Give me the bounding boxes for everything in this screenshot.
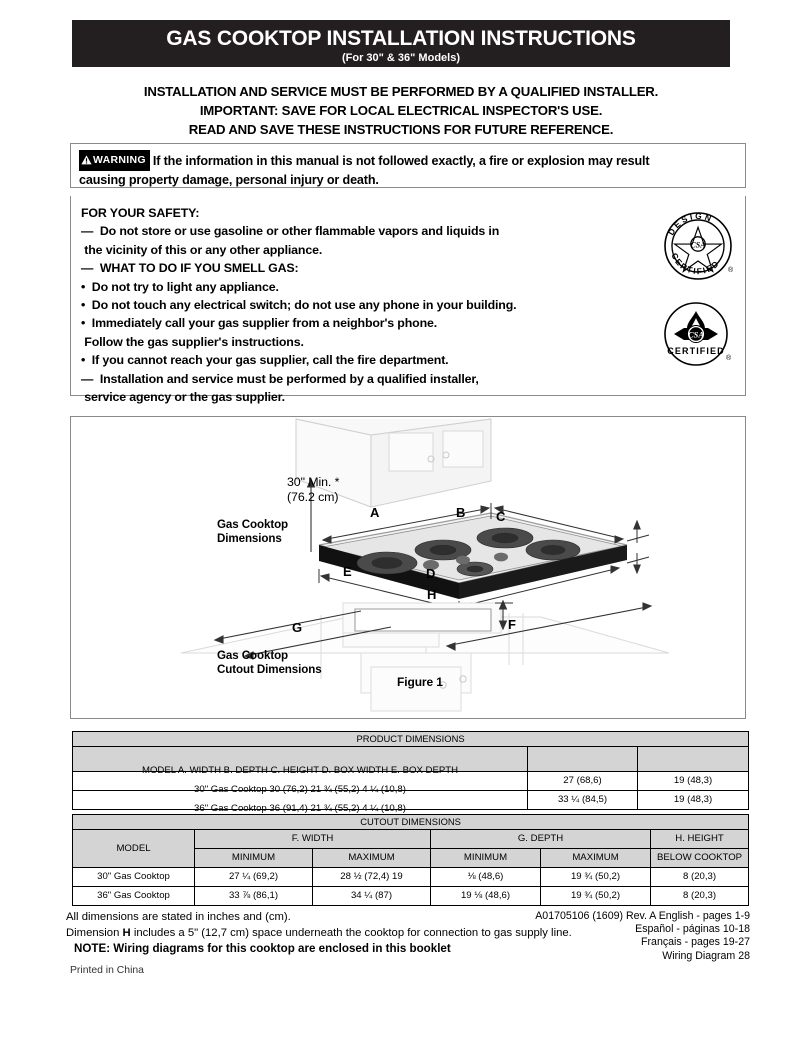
cutout-row-1-f-min: 27 ¼ (69,2) [195, 868, 313, 887]
clearance-line-2: (76.2 cm) [287, 490, 339, 504]
dimension-letter-h: H [427, 587, 437, 602]
safety-line-6: • Immediately call your gas supplier from a neighbor's phone. [81, 316, 438, 331]
footer-wiring-note: NOTE: Wiring diagrams for this cooktop are enclosed in this booklet [74, 942, 451, 955]
cutout-header-f-min: MINIMUM [195, 849, 313, 868]
cutout-header-h-below: BELOW COOKTOP [651, 849, 749, 868]
warning-text-line-1: If the information in this manual is not followed exactly, a fire or explosion may result [152, 154, 650, 168]
safety-line-10: service agency or the gas supplier. [81, 390, 285, 405]
product-table-header-col8 [638, 747, 749, 772]
product-row-1-col7: 27 (68,6) [528, 772, 638, 791]
figure-box [70, 416, 746, 719]
cutout-table-title: CUTOUT DIMENSIONS [73, 815, 749, 830]
svg-text:DESIGN: DESIGN [665, 210, 715, 237]
product-row-2-overflow: 36" Gas Cooktop 36 (91,4) 21 ¾ (55,2) 4 ¼ (10,8) [73, 791, 528, 810]
warning-badge [79, 150, 150, 171]
footer-left [66, 910, 586, 957]
product-table-header-overflow: MODEL A. WIDTH B. DEPTH C. HEIGHT D. BOX WIDTH E. BOX DEPTH [73, 747, 528, 772]
cutout-row-2-f-min: 33 ⅞ (86,1) [195, 887, 313, 906]
footer-french-pages: Français - pages 19-27 [641, 936, 750, 949]
cutout-dimensions-line-1: Gas Cooktop [217, 649, 289, 662]
title-banner [72, 20, 730, 67]
cutout-table-title-row [73, 815, 749, 830]
svg-text:®: ® [728, 267, 734, 274]
document-title: GAS COOKTOP INSTALLATION INSTRUCTIONS [166, 27, 636, 50]
product-row-2-col8: 19 (48,3) [638, 791, 749, 810]
svg-text:CERTIFIED: CERTIFIED [667, 346, 725, 356]
cutout-row-1-g-max: 19 ¾ (50,2) [541, 868, 651, 887]
cooktop-dimensions-line-2: Dimensions [217, 532, 282, 545]
product-row-1-overflow: 30" Gas Cooktop 30 (76,2) 21 ¾ (55,2) 4 ¼ (10,8) [73, 772, 528, 791]
svg-text:CERTIFIED: CERTIFIED [669, 251, 722, 277]
product-dimensions-table [72, 731, 749, 814]
cutout-dimensions-line-2: Cutout Dimensions [217, 663, 322, 676]
dimension-letter-a: A [370, 505, 380, 520]
cutout-header-f-max: MAXIMUM [313, 849, 431, 868]
cutout-table-group-header-row [73, 830, 749, 849]
footer-dimension-h-note [66, 926, 586, 942]
safety-text-block [81, 204, 681, 406]
safety-line-8: • If you cannot reach your gas supplier, call the fire department. [81, 353, 449, 368]
table-row [73, 868, 749, 887]
clearance-label [287, 475, 339, 505]
safety-line-5: • Do not touch any electrical switch; do not use any phone in your building. [81, 298, 517, 313]
cutout-row-2-model: 36" Gas Cooktop [73, 887, 195, 906]
product-row-1-col8: 19 (48,3) [638, 772, 749, 791]
footer-right [520, 910, 750, 963]
cutout-row-2-f-max: 34 ¼ (87) [313, 887, 431, 906]
safety-line-2: the vicinity of this or any other appliance. [81, 242, 323, 257]
product-table-title-row [73, 732, 749, 747]
cutout-row-2-g-min: 19 ⅛ (48,6) [431, 887, 541, 906]
cutout-group-header-g-depth: G. DEPTH [431, 830, 651, 849]
svg-text:CSA: CSA [690, 240, 706, 250]
svg-text:®: ® [726, 355, 732, 362]
dimension-letter-d: D [426, 566, 436, 581]
cutout-row-1-model: 30" Gas Cooktop [73, 868, 195, 887]
headline-block [0, 82, 802, 139]
product-row-2-col7: 33 ¼ (84,5) [528, 791, 638, 810]
table-row [73, 772, 749, 791]
safety-box [70, 196, 746, 405]
warning-first-line [79, 150, 737, 171]
dimension-letter-g: G [292, 620, 303, 635]
cutout-header-model: MODEL [73, 830, 195, 868]
cooktop-dimensions-line-1: Gas Cooktop [217, 518, 289, 531]
dimension-letter-f: F [508, 617, 516, 632]
dimension-letter-e: E [343, 564, 352, 579]
figure-caption: Figure 1 [397, 675, 443, 689]
cutout-dimensions-table [72, 814, 749, 906]
warning-triangle-icon [81, 155, 92, 165]
headline-line-2: IMPORTANT: SAVE FOR LOCAL ELECTRICAL INSPECTOR'S USE. [199, 103, 603, 118]
safety-line-7: Follow the gas supplier's instructions. [81, 334, 304, 349]
warning-box [70, 143, 746, 188]
dimension-letter-b: B [456, 505, 466, 520]
clearance-line-1: 30" Min. * [287, 475, 340, 489]
footer-h-note-post: includes a 5" (12,7 cm) space underneath the cooktop for connection to gas supply line. [130, 926, 572, 939]
cutout-group-header-h-height: H. HEIGHT [651, 830, 749, 849]
cooktop-dimensions-label [217, 518, 288, 546]
warning-text-line-2: causing property damage, personal injury or death. [79, 173, 379, 187]
cutout-dimensions-label [217, 649, 322, 677]
cutout-row-2-g-max: 19 ¾ (50,2) [541, 887, 651, 906]
footer-wiring-diagram-page: Wiring Diagram 28 [662, 949, 750, 962]
cutout-row-2-h-height: 8 (20,3) [651, 887, 749, 906]
safety-heading: FOR YOUR SAFETY: [81, 206, 200, 220]
table-row [73, 887, 749, 906]
table-row [73, 791, 749, 810]
footer-dimensions-note: All dimensions are stated in inches and (cm). [66, 911, 291, 923]
safety-line-1: — Do not store or use gasoline or other flammable vapors and liquids in [81, 224, 500, 239]
headline-line-1: INSTALLATION AND SERVICE MUST BE PERFORMED BY A QUALIFIED INSTALLER. [143, 84, 659, 99]
product-table-header-col7 [528, 747, 638, 772]
headline-line-3: READ AND SAVE THESE INSTRUCTIONS FOR FUTURE REFERENCE. [188, 122, 614, 137]
product-table-header-row [73, 747, 749, 772]
safety-line-4: • Do not try to light any appliance. [81, 279, 279, 294]
cutout-row-1-g-min: ⅛ (48,6) [431, 868, 541, 887]
svg-text:CSA: CSA [688, 330, 704, 340]
cutout-header-g-min: MINIMUM [431, 849, 541, 868]
cutout-row-1-h-height: 8 (20,3) [651, 868, 749, 887]
footer-h-letter: H [122, 926, 131, 939]
safety-line-9: — Installation and service must be performed by a qualified installer, [81, 371, 479, 386]
cutout-header-g-max: MAXIMUM [541, 849, 651, 868]
cutout-group-header-f-width: F. WIDTH [195, 830, 431, 849]
product-table-title: PRODUCT DIMENSIONS [73, 732, 749, 747]
csa-design-certified-logo [662, 210, 734, 287]
footer-spanish-pages: Español - páginas 10-18 [635, 923, 750, 936]
installation-diagram [71, 417, 745, 718]
printed-in-label: Printed in China [70, 965, 144, 976]
footer-part-number: A01705106 (1609) Rev. A English - pages 1-9 [535, 910, 750, 922]
csa-flame-certified-logo [662, 298, 734, 375]
warning-badge-label: WARNING [93, 154, 146, 166]
cutout-row-1-f-max: 28 ½ (72,4) 19 [313, 868, 431, 887]
footer-h-note-pre: Dimension [66, 926, 123, 939]
document-subtitle: (For 30" & 36" Models) [341, 52, 460, 64]
safety-line-3: — WHAT TO DO IF YOU SMELL GAS: [81, 261, 299, 276]
dimension-letter-c: C [496, 509, 506, 524]
